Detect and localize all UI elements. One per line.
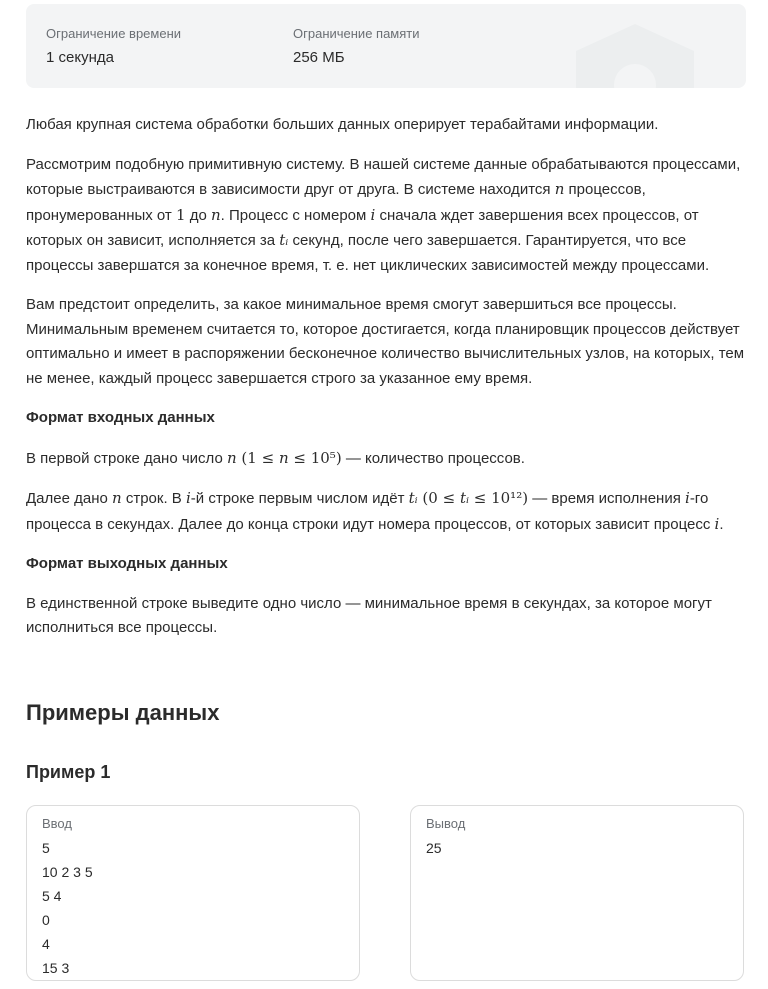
text: секунд, после чего завершается. Гарантируется, что все процессы завершатся за конечное время, т. е. нет циклических зависимостей между процессами. [26,232,710,274]
math-expression: i [185,489,191,507]
math-expression: tᵢ [279,231,289,249]
paragraph [26,153,746,279]
text: . Процесс с номером [220,206,371,224]
paragraph [26,113,746,138]
text: до [185,206,211,224]
examples-heading: Примеры данных [26,700,220,725]
math-expression: tᵢ [408,489,418,507]
text: строк. В [121,490,186,507]
input-line: 4 [42,936,50,952]
math-expression: (0 ≤ [417,489,460,507]
decorative-house-icon [576,24,694,88]
math-expression: i [370,205,376,224]
paragraph [26,486,746,537]
example-input-box[interactable] [26,805,360,981]
math-expression: 1 [175,205,186,224]
memory-limit [293,26,420,66]
text: -й строке первым числом идёт [190,490,409,507]
text: сначала ждет завершения всех процессов, от которых он зависит, исполняется за [26,206,699,249]
math-expression: ≤ 10¹²) [468,489,529,507]
math-expression: ≤ 10⁵) [288,448,342,467]
text: Вам предстоит определить, за какое минимальное время смогут завершиться все процессы. Минимальным временем считается то, которое достигается, когда планировщик процессов действует оптимально и имеет в распоряжении бесконечное количество вычислительных узлов, на которых, тем не менее, каждый процесс завершается строго за указанное ему время. [26,296,745,387]
memory-limit-value: 256 МБ [293,49,345,66]
example-output-box[interactable] [410,805,744,981]
text: В единственной строке выведите одно число — минимальное время в секундах, за которое могут исполниться все процессы. [26,594,712,636]
text: Формат выходных данных [26,555,228,572]
section-heading [26,406,746,431]
math-expression: n [278,448,289,467]
input-line: 5 [42,840,50,856]
text: Формат входных данных [26,409,215,426]
math-expression: i [685,489,690,507]
time-limit-value: 1 секунда [46,49,114,66]
example-title: Пример 1 [26,762,111,782]
time-limit-label: Ограничение времени [46,26,182,41]
paragraph [26,446,746,472]
output-line: 25 [426,840,442,856]
math-expression: n [554,180,565,198]
input-label: Ввод [42,816,72,831]
math-expression: n [226,448,237,467]
output-label: Вывод [426,816,466,831]
math-expression: tᵢ [459,489,469,507]
text: процессов, пронумерованных от [26,181,646,224]
text: — количество процессов. [341,449,525,467]
paragraph [26,592,746,641]
section-heading [26,552,746,577]
input-line: 5 4 [42,888,62,904]
text: — время исполнения [528,490,685,507]
text: Далее дано [26,490,112,507]
limits-panel [26,4,746,88]
text: Любая крупная система обработки больших данных оперирует терабайтами информации. [26,116,659,133]
text: Рассмотрим подобную примитивную систему. В нашей системе данные обрабатываются процессами, которые выстраиваются в зависимости друг от друга. В системе находится [26,155,741,198]
paragraph [26,293,746,391]
text: -го процесса в секундах. Далее до конца строки идут номера процессов, от которых зависит процесс [26,490,715,533]
input-line: 0 [42,912,50,928]
math-expression: n [112,489,122,507]
problem-statement [26,113,746,656]
math-expression: (1 ≤ [236,448,279,467]
input-line: 15 3 [42,960,70,976]
input-line: 10 2 3 5 [42,864,93,880]
memory-limit-label: Ограничение памяти [293,26,420,41]
math-expression: n [210,205,221,224]
math-expression: i [714,514,720,533]
text: В первой строке дано число [26,449,227,467]
text: . [719,515,724,533]
time-limit [46,26,181,66]
